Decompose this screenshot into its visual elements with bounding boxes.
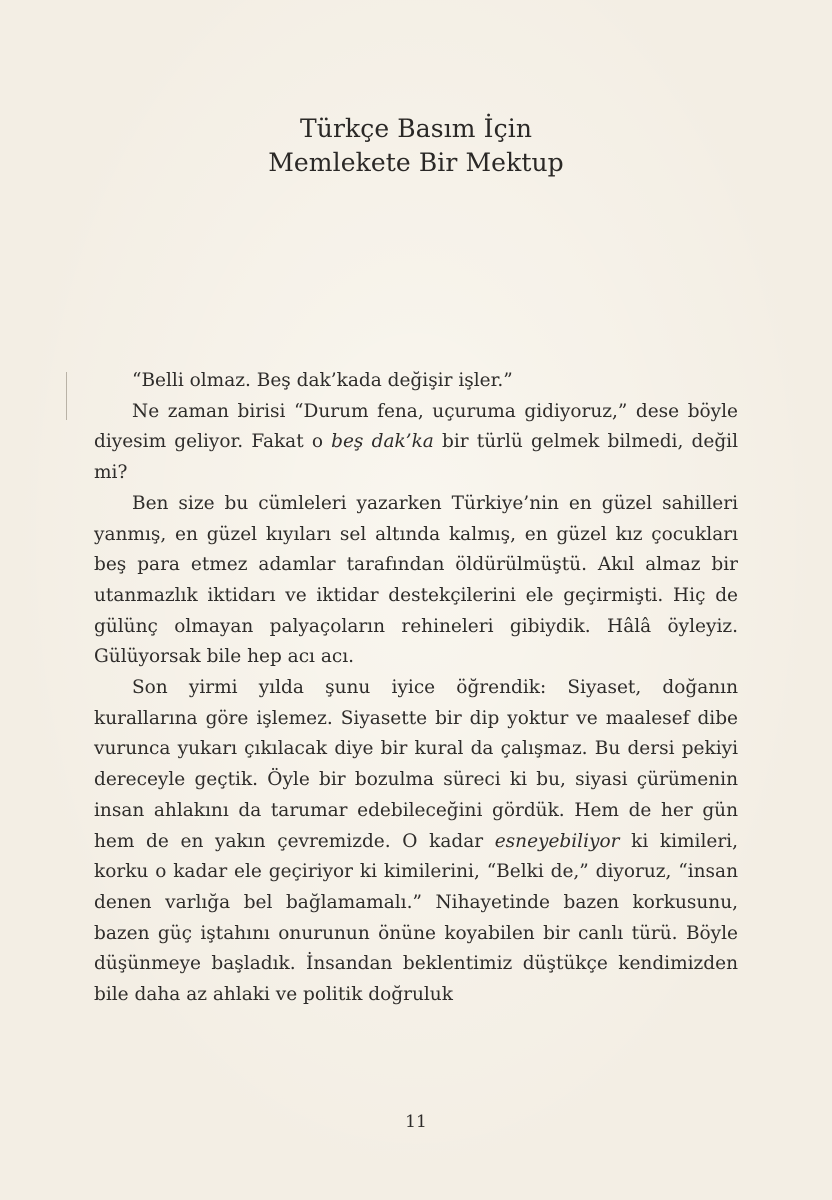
paragraph-1: “Belli olmaz. Beş dak’kada değişir işler.” xyxy=(132,370,513,391)
paragraph-3: Ben size bu cümleleri yazarken Türkiye’nin en güzel sahilleri yanmış, en güzel kıyıları sel altında kalmış, en güzel kız çocukları beş para etmez adamlar tarafından öldürülmüştü. Akıl almaz bir utanmazlık iktidarı ve iktidar destekçilerini ele geçirmişti. Hiç de gülünç olmayan palyaçoların rehineleri gibiydik. Hâlâ öyleyiz. Gülüyorsak bile hep acı acı. xyxy=(94,492,738,668)
chapter-title-line-2: Memlekete Bir Mektup xyxy=(268,148,564,177)
paragraph-4-italic: esneyebiliyor xyxy=(494,830,620,852)
body-text xyxy=(94,366,738,1011)
paragraph-4-text-a: Son yirmi yılda şunu iyice öğrendik: Siyaset, doğanın kurallarına göre işlemez. Siyasette bir dip yoktur ve maalesef dibe vurunca yukarı çıkılacak diye bir kural da çalışmaz. Bu dersi pekiyi dereceyle geçtik. Öyle bir bozulma süreci ki bu, siyasi çürümenin insan ahlakını da tarumar edebileceğini gördük. Hem de her gün hem de en yakın çevremizde. O kadar xyxy=(94,677,738,852)
paragraph-4-text-b: ki kimileri, korku o kadar ele geçiriyor ki kimilerini, “Belki de,” diyoruz, “insan denen varlığa bel bağlamamalı.” Nihayetinde bazen korkusunu, bazen güç iştahını onurunun önüne koyabilen bir canlı türü. Böyle düşünmeye başladık. İnsandan beklentimiz düştükçe kendimizden bile daha az ahlaki ve politik doğruluk xyxy=(94,830,738,1006)
page-number: 11 xyxy=(405,1112,427,1132)
paragraph-2-text-b: bir türlü gelmek bilmedi, değil mi? xyxy=(94,431,738,484)
chapter-title-line-1: Türkçe Basım İçin xyxy=(299,114,533,143)
paragraph-2 xyxy=(94,397,738,489)
paragraph-4 xyxy=(94,673,738,1011)
paragraph-2-italic: beş dak’ka xyxy=(331,431,434,453)
page-edge-mark xyxy=(66,372,67,420)
paragraph-2-text-a: Ne zaman birisi “Durum fena, uçuruma gidiyoruz,” dese böyle diyesim geliyor. Fakat o xyxy=(94,400,738,453)
